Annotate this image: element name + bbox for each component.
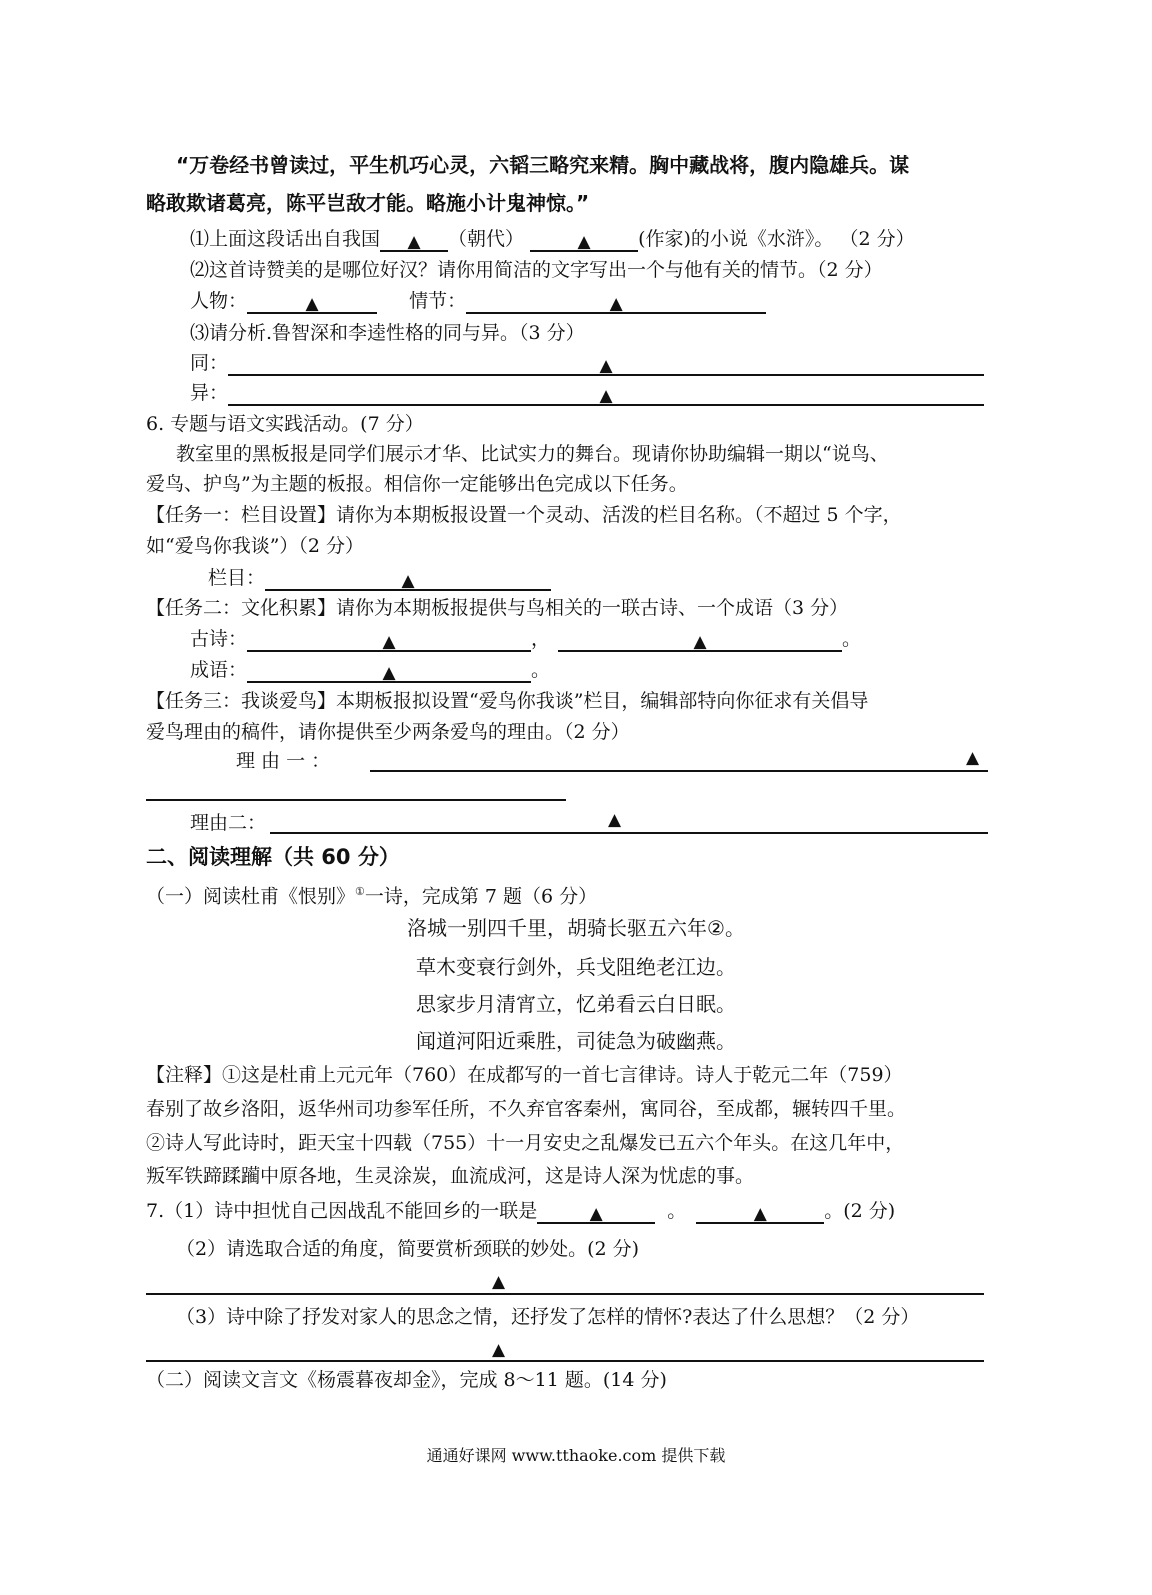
q7-2-marker: ▲ xyxy=(492,1272,506,1292)
blank-marker: ▲ xyxy=(382,663,396,683)
dynasty-blank[interactable] xyxy=(380,228,448,252)
q5-part1-text: ⑴上面这段话出自我国 xyxy=(190,228,381,250)
q7-2-answer-rule[interactable] xyxy=(146,1293,984,1295)
blank-marker: ▲ xyxy=(589,1204,603,1224)
q7-3-marker: ▲ xyxy=(492,1340,506,1360)
section2-title: 二、阅读理解（共 60 分） xyxy=(146,845,400,869)
diff-label: 异： xyxy=(190,382,229,404)
q7-1-period: 。 xyxy=(667,1200,687,1222)
diff-blank[interactable] xyxy=(228,382,984,406)
column-row xyxy=(208,565,551,591)
task2: 【任务二：文化积累】请你为本期板报提供与鸟相关的一联古诗、一个成语（3 分） xyxy=(146,597,849,619)
quote-line-1: “万卷经书曾读过，平生机巧心灵，六韬三略究来精。胸中藏战将，腹内隐雄兵。谋 xyxy=(176,153,910,177)
q6-intro-2: 爱鸟、护鸟”为主题的板报。相信你一定能够出色完成以下任务。 xyxy=(146,473,688,495)
reason1-marker: ▲ xyxy=(966,748,980,768)
blank-marker: ▲ xyxy=(599,356,613,376)
task1-line-2: 如“爱鸟你我谈”）（2 分） xyxy=(146,535,365,557)
task1-line-1: 【任务一：栏目设置】请你为本期板报设置一个灵动、活泼的栏目名称。（不超过 5 个字， xyxy=(146,504,902,526)
note-line-2: 春别了故乡洛阳，返华州司功参军任所，不久弃官客秦州，寓同谷，至成都，辗转四千里。 xyxy=(146,1098,907,1120)
poem-line-3: 思家步月清宵立，忆弟看云白日眠。 xyxy=(416,992,736,1016)
person-blank[interactable] xyxy=(247,290,377,314)
poem-label: 古诗： xyxy=(190,628,248,650)
q7-1-blank-2[interactable] xyxy=(696,1200,824,1224)
idiom-row xyxy=(190,657,550,683)
part1-heading-pre: （一）阅读杜甫《恨别》 xyxy=(146,885,356,908)
poem-blank-2[interactable] xyxy=(558,628,842,652)
q5-part3: ⑶请分析.鲁智深和李逵性格的同与异。（3 分） xyxy=(190,322,585,344)
q5-person-row xyxy=(190,288,766,314)
q7-1-text: 7.（1）诗中担忧自己因战乱不能回乡的一联是 xyxy=(146,1200,538,1222)
same-blank[interactable] xyxy=(228,352,984,376)
blank-marker: ▲ xyxy=(305,294,319,314)
reason1-continuation-rule[interactable] xyxy=(146,799,566,801)
column-label: 栏目： xyxy=(208,567,266,589)
plot-label: 情节： xyxy=(409,290,467,312)
task3-line-2: 爱鸟理由的稿件，请你提供至少两条爱鸟的理由。（2 分） xyxy=(146,721,630,743)
q7-3-answer-rule[interactable] xyxy=(146,1360,984,1362)
q7-1-score: 。(2 分) xyxy=(824,1200,896,1222)
blank-marker: ▲ xyxy=(693,632,707,652)
same-label: 同： xyxy=(190,352,229,374)
q7-1 xyxy=(146,1198,895,1224)
column-blank[interactable] xyxy=(265,567,551,591)
q5-part2: ⑵这首诗赞美的是哪位好汉？请你用简洁的文字写出一个与他有关的情节。（2 分） xyxy=(190,259,883,281)
reason2-rule[interactable] xyxy=(270,832,988,834)
author-blank[interactable] xyxy=(530,228,638,252)
reason2-label: 理由二： xyxy=(190,812,267,834)
plot-blank[interactable] xyxy=(466,290,766,314)
poem-line-4: 闻道河阳近乘胜，司徒急为破幽燕。 xyxy=(416,1029,736,1053)
reason2-marker: ▲ xyxy=(608,810,622,830)
poem-comma: ， xyxy=(531,628,551,650)
poem-line-2: 草木变衰行剑外，兵戈阻绝老江边。 xyxy=(416,955,736,979)
q6-title: 6. 专题与语文实践活动。(7 分） xyxy=(146,413,424,435)
idiom-period: 。 xyxy=(531,659,551,681)
note-line-1: 【注释】①这是杜甫上元元年（760）在成都写的一首七言律诗。诗人于乾元二年（759） xyxy=(146,1064,903,1086)
q5-part1-author: (作家)的小说《水浒》。 （2 分） xyxy=(638,228,915,250)
idiom-blank[interactable] xyxy=(247,659,531,683)
part1-heading-post: 一诗，完成第 7 题（6 分） xyxy=(364,885,598,908)
note-line-4: 叛军铁蹄蹂躏中原各地，生灵涂炭，血流成河，这是诗人深为忧虑的事。 xyxy=(146,1165,755,1187)
q6-intro-1: 教室里的黑板报是同学们展示才华、比试实力的舞台。现请你协助编辑一期以“说鸟、 xyxy=(176,443,889,465)
ancient-poem-row xyxy=(190,626,861,652)
quote-line-2: 略敢欺诸葛亮，陈平岂敌才能。略施小计鬼神惊。” xyxy=(146,191,590,215)
blank-marker: ▲ xyxy=(401,571,415,591)
q7-1-blank-1[interactable] xyxy=(537,1200,655,1224)
same-row xyxy=(190,350,984,376)
task3-line-1: 【任务三：我谈爱鸟】本期板报拟设置“爱鸟你我谈”栏目，编辑部特向你征求有关倡导 xyxy=(146,690,869,712)
reason1-label: 理 由 一 ： xyxy=(236,750,331,772)
q5-part1 xyxy=(190,226,915,252)
poem-period: 。 xyxy=(842,628,862,650)
part1-heading xyxy=(146,879,597,909)
diff-row xyxy=(190,380,984,406)
idiom-label: 成语： xyxy=(190,659,248,681)
blank-marker: ▲ xyxy=(407,232,421,252)
part2-heading: （二）阅读文言文《杨震暮夜却金》，完成 8～11 题。(14 分) xyxy=(146,1369,667,1391)
footer-source: 通通好课网 www.tthaoke.com 提供下载 xyxy=(426,1446,726,1465)
poem-blank-1[interactable] xyxy=(247,628,531,652)
poem-line-1: 洛城一别四千里，胡骑长驱五六年②。 xyxy=(407,916,745,940)
blank-marker: ▲ xyxy=(753,1204,767,1224)
part1-footnote-mark: ① xyxy=(355,885,365,898)
q7-3: （3）诗中除了抒发对家人的思念之情，还抒发了怎样的情怀?表达了什么思想？（2 分） xyxy=(176,1306,920,1328)
blank-marker: ▲ xyxy=(599,386,613,406)
blank-marker: ▲ xyxy=(382,632,396,652)
blank-marker: ▲ xyxy=(577,232,591,252)
person-label: 人物： xyxy=(190,290,248,312)
q7-2: （2）请选取合适的角度，简要赏析颈联的妙处。(2 分) xyxy=(176,1238,640,1260)
reason1-rule[interactable] xyxy=(370,770,988,772)
blank-marker: ▲ xyxy=(609,294,623,314)
q5-part1-dynasty: （朝代） xyxy=(448,228,525,250)
note-line-3: ②诗人写此诗时，距天宝十四载（755）十一月安史之乱爆发已五六个年头。在这几年中， xyxy=(146,1132,905,1154)
